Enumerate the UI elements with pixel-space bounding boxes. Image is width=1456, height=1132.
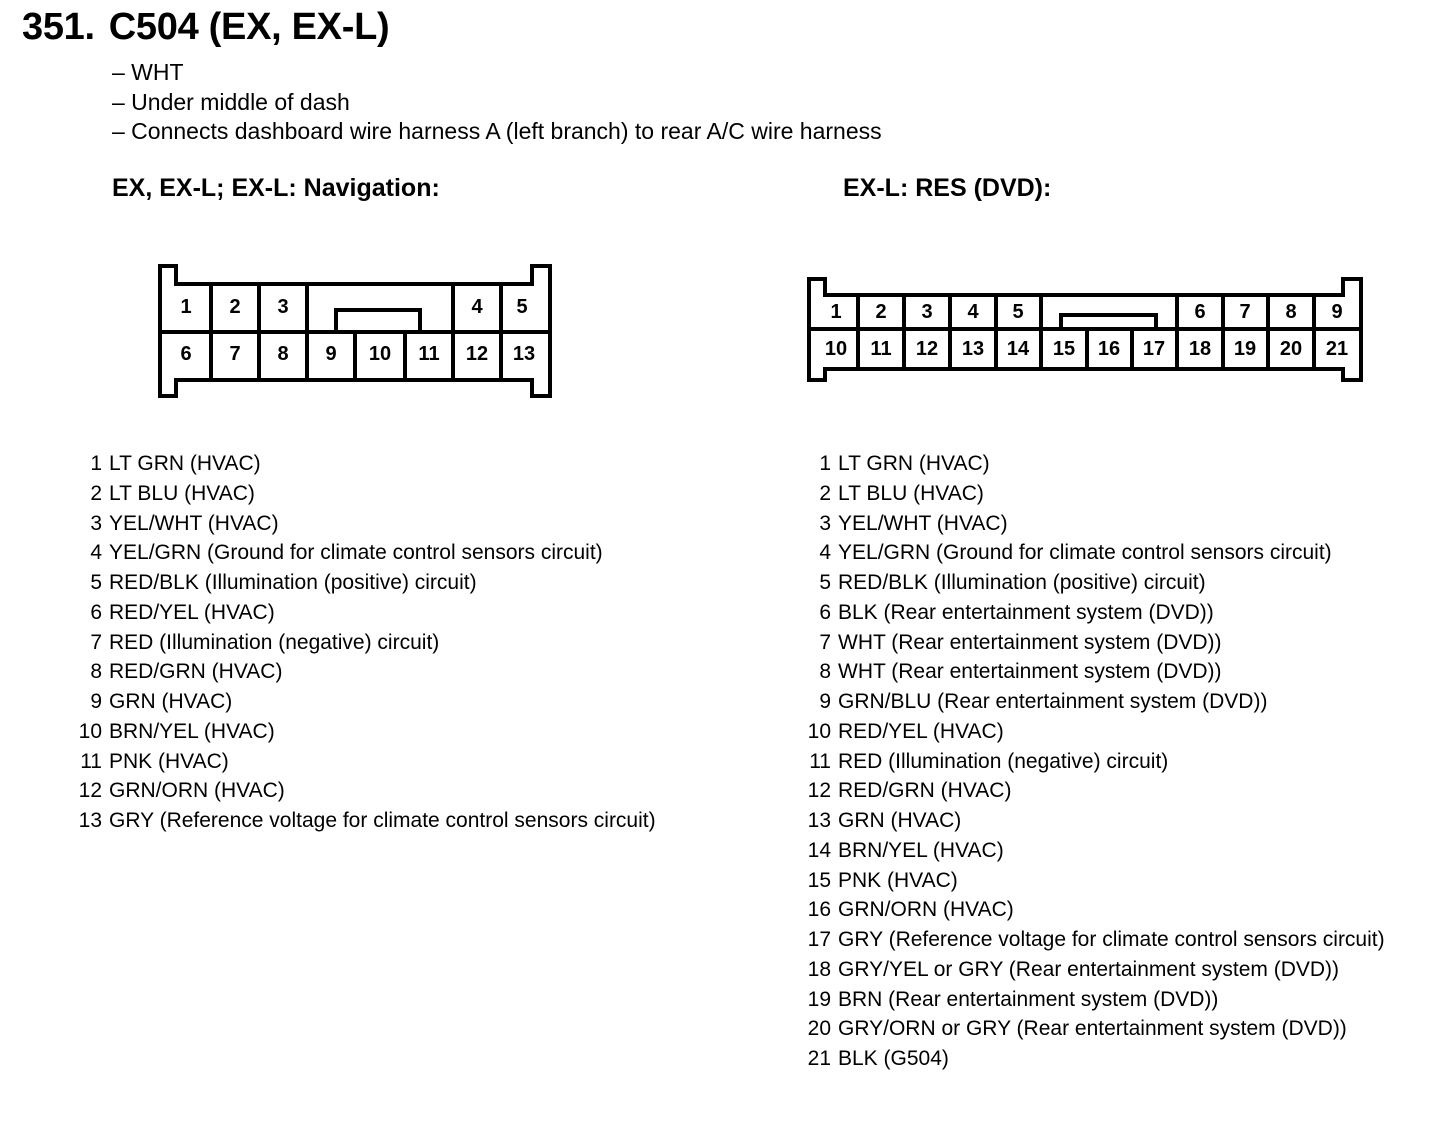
pin-description: GRY (Reference voltage for climate control sensors circuit) xyxy=(838,928,1385,951)
pin-entry xyxy=(803,449,990,479)
pin-entry xyxy=(803,657,1222,687)
pin-entry xyxy=(74,657,283,687)
pin-label: 5 xyxy=(516,296,528,318)
pin-entry xyxy=(803,985,1219,1015)
pin-number: 16 xyxy=(807,898,831,922)
pin-entry xyxy=(803,687,1268,717)
pin-number: 9 xyxy=(90,690,102,713)
pin-label: 6 xyxy=(1194,301,1206,323)
pin-number: 2 xyxy=(90,481,102,505)
pin-number: 12 xyxy=(78,779,102,803)
pin-description: PNK (HVAC) xyxy=(838,868,958,892)
pin-number: 20 xyxy=(807,1017,831,1041)
pin-entry xyxy=(803,747,1169,777)
pin-number: 10 xyxy=(807,719,831,743)
pin-description: RED (Illumination (negative) circuit) xyxy=(838,749,1169,773)
pin-description: RED (Illumination (negative) circuit) xyxy=(109,630,440,654)
pin-entry xyxy=(803,479,984,509)
pin-description: YEL/WHT (HVAC) xyxy=(109,511,279,535)
pin-number: 6 xyxy=(90,600,102,624)
pin-entry xyxy=(803,1014,1347,1044)
pin-number: 1 xyxy=(90,452,102,475)
pin-description: GRY/ORN or GRY (Rear entertainment system (DVD)) xyxy=(838,1017,1347,1041)
pin-description: LT BLU (HVAC) xyxy=(109,481,255,505)
pin-label: 1 xyxy=(180,296,192,318)
pin-label: 12 xyxy=(465,343,489,365)
pin-description: RED/BLK (Illumination (positive) circuit) xyxy=(109,571,477,594)
pin-label: 10 xyxy=(824,338,848,360)
pin-number: 5 xyxy=(819,571,831,594)
pin-entry xyxy=(803,925,1385,955)
pin-label: 9 xyxy=(1331,301,1343,323)
pin-label: 10 xyxy=(368,343,392,365)
pin-number: 14 xyxy=(807,838,831,862)
pin-description: BRN (Rear entertainment system (DVD)) xyxy=(838,987,1219,1011)
pin-entry xyxy=(74,479,255,509)
pin-label: 11 xyxy=(870,338,892,360)
pin-label: 2 xyxy=(229,296,241,318)
pin-number: 4 xyxy=(819,541,831,565)
pin-entry xyxy=(803,509,1008,539)
pin-label: 11 xyxy=(418,343,440,365)
pin-label: 3 xyxy=(921,301,933,323)
left-pin-list xyxy=(74,449,656,836)
pin-number: 3 xyxy=(819,511,831,535)
pin-label: 8 xyxy=(277,343,289,365)
pin-description: YEL/GRN (Ground for climate control sensors circuit) xyxy=(838,541,1332,565)
pin-label: 4 xyxy=(967,301,979,323)
pin-description: RED/BLK (Illumination (positive) circuit) xyxy=(838,571,1206,594)
pin-label: 14 xyxy=(1006,338,1030,360)
pin-number: 13 xyxy=(78,809,102,832)
pin-number: 7 xyxy=(819,630,831,654)
pin-number: 21 xyxy=(807,1047,831,1070)
page-title xyxy=(22,6,389,49)
pin-number: 4 xyxy=(90,541,102,565)
right-subheading: EX-L: RES (DVD): xyxy=(843,174,1052,202)
pin-description: GRN/ORN (HVAC) xyxy=(838,898,1014,922)
pin-description: BLK (Rear entertainment system (DVD)) xyxy=(838,600,1214,624)
pin-entry xyxy=(803,955,1340,985)
pin-label: 7 xyxy=(229,343,241,365)
pin-description: YEL/WHT (HVAC) xyxy=(838,511,1008,535)
pin-label: 3 xyxy=(277,296,289,318)
pin-description: LT BLU (HVAC) xyxy=(838,481,984,505)
pin-label: 15 xyxy=(1052,338,1076,360)
pin-entry xyxy=(74,747,229,777)
pin-entry xyxy=(803,717,1004,747)
pin-description: GRN/BLU (Rear entertainment system (DVD)) xyxy=(838,690,1268,713)
pin-number: 1 xyxy=(819,452,831,475)
pin-entry xyxy=(74,717,275,747)
pin-number: 18 xyxy=(807,957,831,981)
pin-description: GRY/YEL or GRY (Rear entertainment system (DVD)) xyxy=(838,957,1340,981)
pin-entry xyxy=(74,628,440,658)
left-subheading: EX, EX-L; EX-L: Navigation: xyxy=(112,174,440,202)
pin-description: WHT (Rear entertainment system (DVD)) xyxy=(838,630,1222,654)
pin-number: 15 xyxy=(807,868,831,892)
pin-description: GRN (HVAC) xyxy=(109,690,233,713)
pin-entry xyxy=(74,449,261,479)
pin-description: BRN/YEL (HVAC) xyxy=(838,838,1004,862)
pin-number: 8 xyxy=(90,660,102,684)
pin-entry xyxy=(74,598,275,628)
pin-label: 19 xyxy=(1233,338,1257,360)
connector-title: C504 (EX, EX-L) xyxy=(108,6,390,48)
connector-13-pin-diagram xyxy=(158,264,554,400)
pin-label: 2 xyxy=(875,301,887,323)
pin-label: 17 xyxy=(1142,338,1166,360)
pin-entry xyxy=(803,568,1206,598)
pin-description: GRY (Reference voltage for climate control sensors circuit) xyxy=(109,809,656,832)
pin-number: 2 xyxy=(819,481,831,505)
bottom-row-cells xyxy=(211,332,501,380)
pin-entry xyxy=(74,509,279,539)
pin-label: 8 xyxy=(1285,301,1297,323)
pin-label: 9 xyxy=(325,343,337,365)
pin-entry xyxy=(803,895,1014,925)
locking-tab xyxy=(1061,315,1156,329)
pin-number: 5 xyxy=(90,571,102,594)
pin-label: 13 xyxy=(961,338,985,360)
pin-label: 20 xyxy=(1279,338,1303,360)
pin-label: 1 xyxy=(830,301,842,323)
pin-label: 21 xyxy=(1325,338,1349,360)
pin-number: 19 xyxy=(807,987,831,1011)
pin-label: 6 xyxy=(180,343,192,365)
pin-number: 11 xyxy=(80,749,102,773)
connector-13-pin-svg xyxy=(158,264,554,400)
pin-entry xyxy=(803,538,1332,568)
pin-entry xyxy=(803,836,1004,866)
pin-number: 12 xyxy=(807,779,831,803)
pin-label: 12 xyxy=(915,338,939,360)
pin-description: GRN (HVAC) xyxy=(838,809,962,832)
pin-entry xyxy=(74,538,603,568)
note-location: – Under middle of dash xyxy=(112,88,350,115)
pin-number: 17 xyxy=(807,928,831,951)
connector-notes xyxy=(112,58,882,147)
pin-description: BRN/YEL (HVAC) xyxy=(109,719,275,743)
pin-description: BLK (G504) xyxy=(838,1047,949,1070)
pin-description: RED/YEL (HVAC) xyxy=(109,600,275,624)
pin-entry xyxy=(803,866,958,896)
pin-entry xyxy=(74,568,477,598)
pin-label: 13 xyxy=(512,343,536,365)
pin-description: RED/YEL (HVAC) xyxy=(838,719,1004,743)
pin-entry xyxy=(803,1044,949,1074)
pin-number: 6 xyxy=(819,600,831,624)
pin-description: RED/GRN (HVAC) xyxy=(838,779,1012,803)
pin-label: 16 xyxy=(1097,338,1121,360)
pin-entry xyxy=(74,687,233,717)
pin-number: 11 xyxy=(809,749,831,773)
pin-entry xyxy=(803,628,1222,658)
pin-label: 7 xyxy=(1239,301,1251,323)
pin-label: 18 xyxy=(1188,338,1212,360)
pin-entry xyxy=(803,806,962,836)
pin-description: PNK (HVAC) xyxy=(109,749,229,773)
pin-number: 13 xyxy=(807,809,831,832)
connector-21-pin-svg xyxy=(807,277,1367,385)
pin-entry xyxy=(803,776,1012,806)
pin-label: 4 xyxy=(471,296,483,318)
note-color: – WHT xyxy=(112,59,184,85)
pin-description: GRN/ORN (HVAC) xyxy=(109,779,285,803)
pin-label: 5 xyxy=(1012,301,1024,323)
pin-description: WHT (Rear entertainment system (DVD)) xyxy=(838,660,1222,684)
connector-21-pin-diagram xyxy=(807,277,1367,385)
pin-description: LT GRN (HVAC) xyxy=(109,452,261,475)
locking-tab xyxy=(336,310,420,332)
pin-number: 8 xyxy=(819,660,831,684)
pin-entry xyxy=(74,806,656,836)
pin-number: 3 xyxy=(90,511,102,535)
pin-entry xyxy=(74,776,285,806)
section-number: 351. xyxy=(22,6,95,48)
pin-description: RED/GRN (HVAC) xyxy=(109,660,283,684)
right-pin-list xyxy=(803,449,1385,1074)
pin-description: LT GRN (HVAC) xyxy=(838,452,990,475)
pin-entry xyxy=(803,598,1214,628)
pin-number: 10 xyxy=(78,719,102,743)
pin-description: YEL/GRN (Ground for climate control sensors circuit) xyxy=(109,541,603,565)
pin-number: 7 xyxy=(90,630,102,654)
pin-number: 9 xyxy=(819,690,831,713)
note-connection: – Connects dashboard wire harness A (left branch) to rear A/C wire harness xyxy=(112,118,882,144)
